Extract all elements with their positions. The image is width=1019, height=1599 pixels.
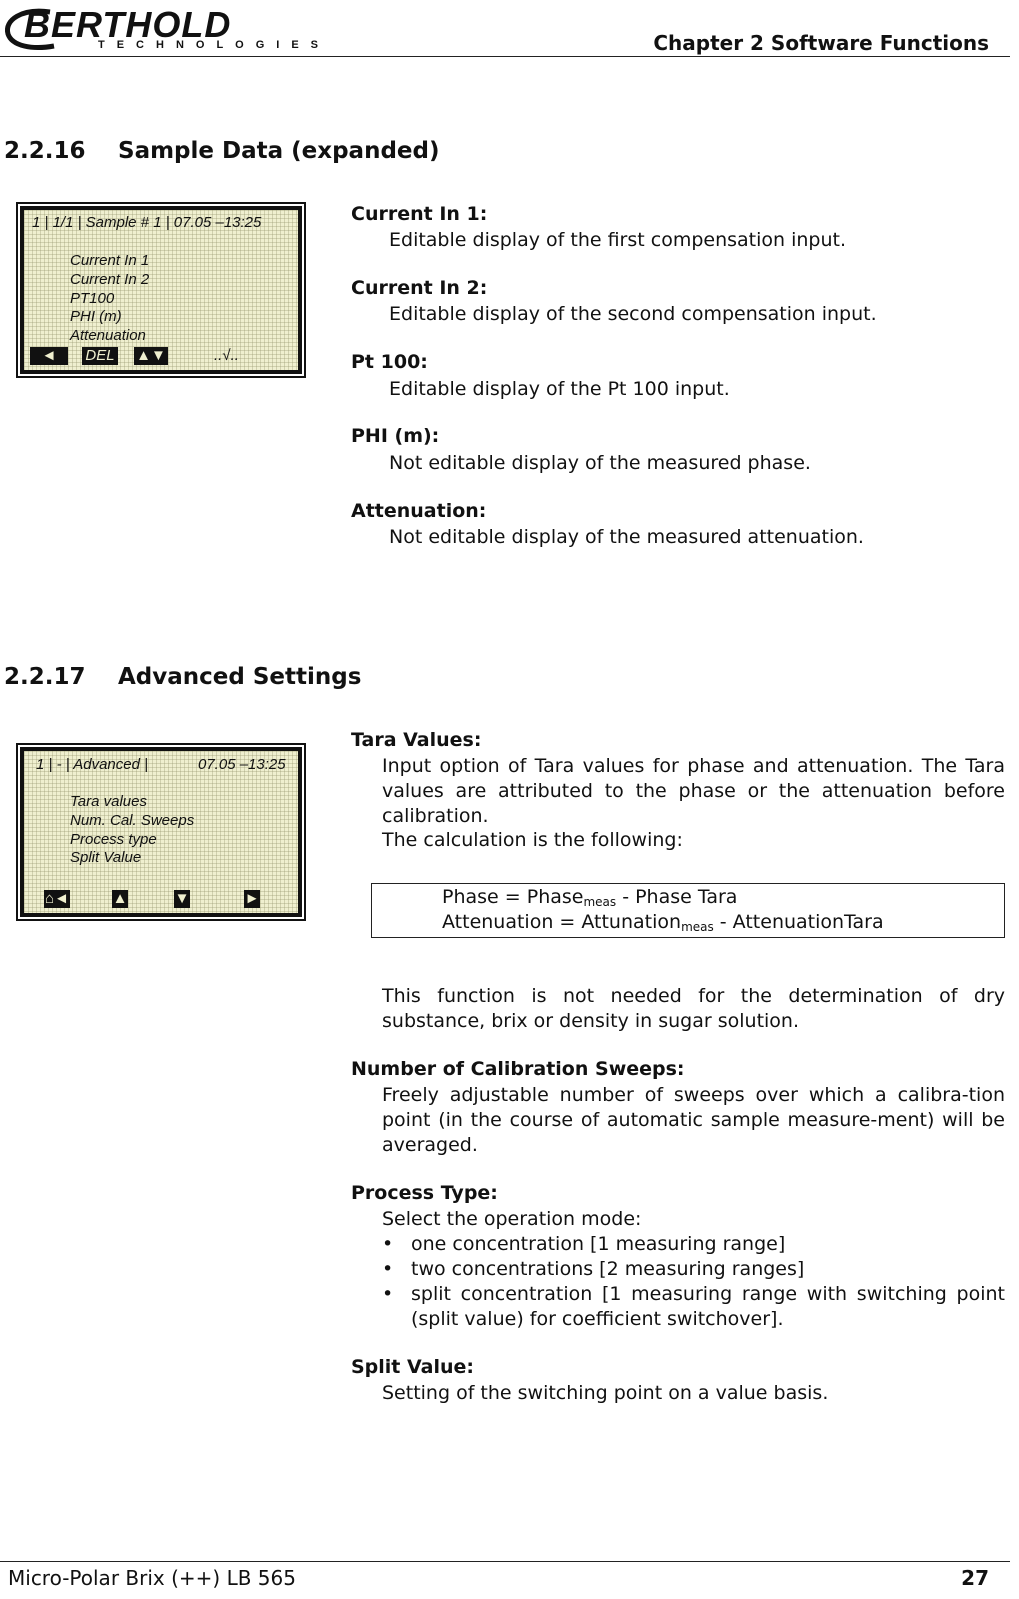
formula-phase: Phase = Phase$_{meas}$ - Phase Tara: [442, 886, 738, 909]
split-text: Setting of the switching point on a value basis.: [382, 1382, 829, 1404]
section-heading-sample-data: [4, 138, 439, 164]
process-label: Process Type:: [351, 1182, 498, 1204]
section-number: 2.2.16: [4, 138, 86, 164]
entry-label: Current In 2:: [351, 277, 488, 299]
lcd-right-key[interactable]: ►: [244, 890, 260, 907]
header-rule: [0, 56, 1010, 57]
list-item: • one concentration [1 measuring range]: [382, 1232, 1005, 1257]
entry-label: Current In 1:: [351, 203, 488, 225]
section-heading-advanced-settings: [4, 664, 361, 690]
lcd-menu-item[interactable]: PHI (m): [70, 308, 122, 325]
lcd-status-line: 1 | 1/1 | Sample # 1 | 07.05 –13:25: [32, 214, 262, 231]
berthold-logo: [2, 4, 331, 56]
chapter-title: Chapter 2 Software Functions: [653, 31, 989, 55]
lcd-up-key[interactable]: ▲: [112, 890, 128, 907]
footer-product: Micro-Polar Brix (++) LB 565: [8, 1566, 296, 1590]
page-number: 27: [961, 1566, 989, 1590]
section-title: Advanced Settings: [118, 664, 362, 690]
section-title: Sample Data (expanded): [118, 138, 440, 164]
lcd-updown-key[interactable]: ▲▼: [134, 347, 168, 365]
tara-calc-intro: The calculation is the following:: [382, 829, 683, 851]
logo-wordmark: BERTHOLD: [24, 4, 232, 45]
list-item: • split concentration [1 measuring range with switching point (split value) for coefficient switchover].: [382, 1282, 1005, 1332]
entry-label: Pt 100:: [351, 351, 428, 373]
lcd-ok-key[interactable]: ..√..: [214, 347, 239, 364]
lcd-menu-item[interactable]: Current In 2: [70, 271, 150, 288]
lcd-menu-item[interactable]: Process type: [70, 831, 157, 848]
entry-text: Editable display of the first compensation input.: [389, 229, 847, 251]
lcd-down-key[interactable]: ▼: [174, 890, 190, 907]
section-number: 2.2.17: [4, 664, 86, 690]
sweeps-label: Number of Calibration Sweeps:: [351, 1058, 685, 1080]
tara-label: Tara Values:: [351, 729, 482, 751]
entry-text: Editable display of the second compensation input.: [389, 303, 877, 325]
lcd-back-key[interactable]: ◄: [30, 347, 68, 365]
tara-note: This function is not needed for the determination of dry substance, brix or density in sugar solution.: [382, 985, 1005, 1032]
entry-text: Not editable display of the measured attenuation.: [389, 526, 864, 548]
lcd-status-left: 1 | - | Advanced |: [36, 756, 149, 773]
entry-text: Not editable display of the measured phase.: [389, 452, 811, 474]
lcd-menu-item[interactable]: Split Value: [70, 849, 142, 866]
entry-label: PHI (m):: [351, 425, 440, 447]
lcd-del-key[interactable]: DEL: [82, 347, 118, 365]
lcd-advanced-settings: [20, 747, 302, 917]
lcd-home-key[interactable]: ⌂◄: [45, 890, 69, 907]
footer-rule: [0, 1561, 1010, 1562]
lcd-sample-data: [20, 206, 302, 374]
process-options: [382, 1232, 1005, 1332]
split-label: Split Value:: [351, 1356, 475, 1378]
lcd-menu-item[interactable]: Current In 1: [70, 252, 150, 269]
lcd-status-right: 07.05 –13:25: [198, 756, 286, 773]
tara-text: Input option of Tara values for phase and attenuation. The Tara values are attributed to the phase or the attenuation before calibration.: [382, 755, 1005, 827]
lcd-menu-item[interactable]: Num. Cal. Sweeps: [70, 812, 195, 829]
list-item: • two concentrations [2 measuring ranges]: [382, 1257, 1005, 1282]
formula-box: [371, 883, 1005, 938]
entry-label: Attenuation:: [351, 500, 487, 522]
lcd-menu-item[interactable]: PT100: [70, 290, 115, 307]
lcd-menu-item[interactable]: Tara values: [70, 793, 147, 810]
lcd-menu-item[interactable]: Attenuation: [70, 327, 146, 344]
logo-tagline: TECHNOLOGIES: [98, 39, 331, 51]
sweeps-text: Freely adjustable number of sweeps over which a calibra-tion point (in the course of automatic sample measure-ment) will be averaged.: [382, 1084, 1005, 1156]
process-intro: Select the operation mode:: [382, 1208, 642, 1230]
entry-text: Editable display of the Pt 100 input.: [389, 378, 730, 400]
formula-attenuation: Attenuation = Attunation$_{meas}$ - AttenuationTara: [442, 911, 884, 934]
